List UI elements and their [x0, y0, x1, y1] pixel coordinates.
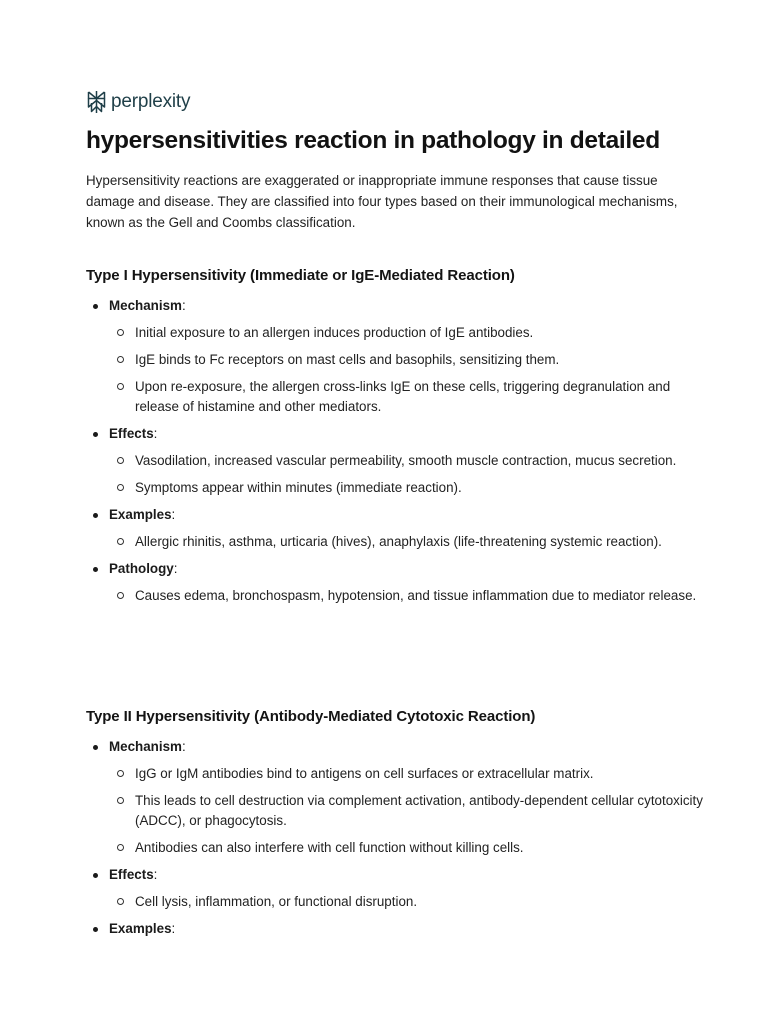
list-item: Examples:: [86, 919, 706, 939]
section-heading: Type II Hypersensitivity (Antibody-Mediated Cytotoxic Reaction): [86, 708, 536, 725]
sub-list: [109, 764, 706, 858]
section-type-1: [86, 267, 706, 606]
sub-list: [109, 323, 706, 417]
list-item: Pathology: Causes edema, bronchospasm, hypotension, and tissue inflammation due to mediator release.: [86, 559, 706, 606]
list-item: Effects: Cell lysis, inflammation, or functional disruption.: [86, 865, 706, 912]
list-item: Mechanism: Initial exposure to an allergen induces production of IgE antibodies. IgE binds to Fc receptors on mast cells and basophils, sensitizing them. Upon re-exposure, the allergen cross-links IgE on these cells, triggering degranulation and release of histamine and other mediators.: [86, 296, 706, 417]
section-type-2: [86, 708, 706, 939]
bullet-list: [86, 296, 706, 606]
brand-name: perplexity: [111, 91, 191, 112]
sub-item: This leads to cell destruction via complement activation, antibody-dependent cellular cytotoxicity (ADCC), or phagocytosis.: [109, 791, 706, 831]
sub-item: Antibodies can also interfere with cell function without killing cells.: [109, 838, 706, 858]
sub-item: Cell lysis, inflammation, or functional disruption.: [109, 892, 706, 912]
list-item: Mechanism: IgG or IgM antibodies bind to antigens on cell surfaces or extracellular matrix. This leads to cell destruction via complement activation, antibody-dependent cellular cytotoxicity (ADCC), or phagocytosis. Antibodies can also interfere with cell function without killing cells.: [86, 737, 706, 858]
sub-item: IgG or IgM antibodies bind to antigens on cell surfaces or extracellular matrix.: [109, 764, 706, 784]
sub-list: [109, 586, 706, 606]
bullet-list: [86, 737, 706, 939]
sub-item: Upon re-exposure, the allergen cross-links IgE on these cells, triggering degranulation and release of histamine and other mediators.: [109, 377, 706, 417]
perplexity-logo-icon: [86, 90, 107, 114]
page-title: hypersensitivities reaction in pathology in detailed: [86, 127, 660, 154]
sub-list: [109, 532, 706, 552]
sub-list: [109, 892, 706, 912]
sub-item: IgE binds to Fc receptors on mast cells and basophils, sensitizing them.: [109, 350, 706, 370]
item-label: Mechanism: [109, 298, 182, 313]
item-label: Pathology: [109, 561, 174, 576]
list-item: Effects: Vasodilation, increased vascular permeability, smooth muscle contraction, mucus secretion. Symptoms appear within minutes (immediate reaction).: [86, 424, 706, 498]
section-heading: Type I Hypersensitivity (Immediate or IgE-Mediated Reaction): [86, 267, 515, 284]
intro-paragraph: Hypersensitivity reactions are exaggerated or inappropriate immune responses that cause tissue damage and disease. They are classified into four types based on their immunological mechanisms, known as the Gell and Coombs classification.: [86, 173, 678, 230]
sub-list: [109, 451, 706, 498]
item-label: Examples: [109, 507, 172, 522]
sub-item: Allergic rhinitis, asthma, urticaria (hives), anaphylaxis (life-threatening systemic reaction).: [109, 532, 706, 552]
sub-item: Vasodilation, increased vascular permeability, smooth muscle contraction, mucus secretion.: [109, 451, 706, 471]
sub-item: Symptoms appear within minutes (immediate reaction).: [109, 478, 706, 498]
sub-item: Initial exposure to an allergen induces production of IgE antibodies.: [109, 323, 706, 343]
list-item: Examples: Allergic rhinitis, asthma, urticaria (hives), anaphylaxis (life-threatening systemic reaction).: [86, 505, 706, 552]
item-label: Mechanism: [109, 739, 182, 754]
item-label: Effects: [109, 867, 154, 882]
sub-item: Causes edema, bronchospasm, hypotension, and tissue inflammation due to mediator release.: [109, 586, 706, 606]
item-label: Examples: [109, 921, 172, 936]
brand-logo[interactable]: [86, 90, 190, 114]
item-label: Effects: [109, 426, 154, 441]
